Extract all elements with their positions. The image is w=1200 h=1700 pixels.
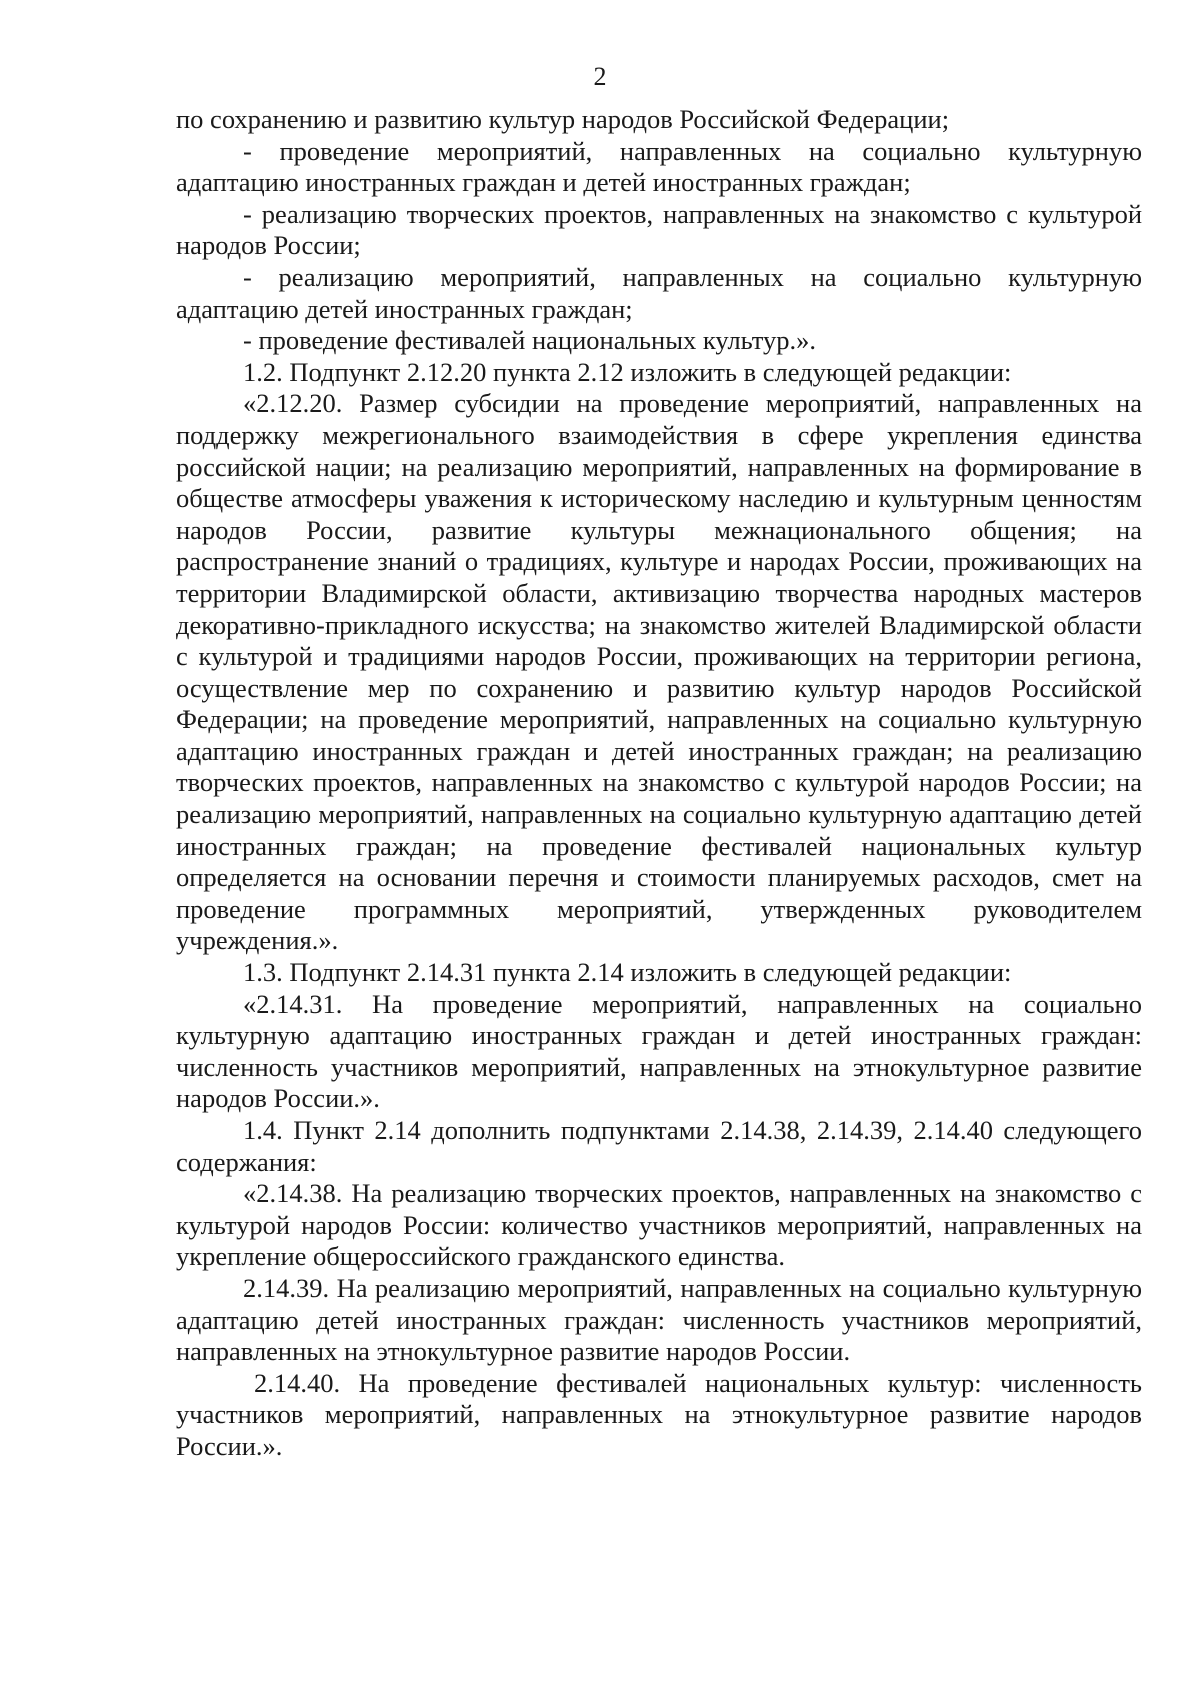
list-item-dash: - реализацию мероприятий, направленных на социально культурную адаптацию детей иностранных граждан;	[176, 261, 1142, 324]
clause-2-14-40-text: 2.14.40. На проведение фестивалей национальных культур: численность участников мероприятий, направленных на этнокультурное развитие народов России.».	[176, 1367, 1142, 1461]
clause-2-12-20-text: «2.12.20. Размер субсидии на проведение мероприятий, направленных на поддержку межрегионального взаимодействия в сфере укрепления единства российской нации; на реализацию мероприятий, направленных на формирование в обществе атмосферы уважения к историческому наследию и культурным ценностям народов России, развитие культуры межнационального общения; на распространение знаний о традициях, культуре и народах России, проживающих на территории Владимирской области, активизацию творчества народных мастеров декоративно-прикладного искусства; на знакомство жителей Владимирской области с культурой и традициями народов России, проживающих на территории региона, осуществление мер по сохранению и развитию культур народов Российской Федерации; на проведение мероприятий, направленных на социально культурную адаптацию иностранных граждан и детей иностранных граждан; на реализацию творческих проектов, направленных на знакомство с культурой народов России; на реализацию мероприятий, направленных на социально культурную адаптацию детей иностранных граждан; на проведение фестивалей национальных культур определяется на основании перечня и стоимости планируемых расходов, смет на проведение программных мероприятий, утвержденных руководителем учреждения.».	[176, 388, 1142, 956]
page-number: 2	[593, 62, 607, 91]
list-item-dash: - проведение мероприятий, направленных на социально культурную адаптацию иностранных граждан и детей иностранных граждан;	[176, 135, 1142, 198]
clause-2-14-31-text: «2.14.31. На проведение мероприятий, направленных на социально культурную адаптацию иностранных граждан и детей иностранных граждан: численность участников мероприятий, направленных на этнокультурное развитие народов России.».	[176, 988, 1142, 1114]
clause-1-4-heading: 1.4. Пункт 2.14 дополнить подпунктами 2.14.38, 2.14.39, 2.14.40 следующего содержания:	[176, 1115, 1142, 1177]
clause-1-2-heading: 1.2. Подпункт 2.12.20 пункта 2.12 изложить в следующей редакции:	[243, 356, 1012, 387]
clause-1-3-heading: 1.3. Подпункт 2.14.31 пункта 2.14 изложить в следующей редакции:	[243, 957, 1012, 988]
clause-2-14-39-text: 2.14.39. На реализацию мероприятий, направленных на социально культурную адаптацию детей иностранных граждан: численность участников мероприятий, направленных на этнокультурное развитие народов России.	[176, 1272, 1142, 1367]
clause-2-14-38-text: «2.14.38. На реализацию творческих проектов, направленных на знакомство с культурой народов России: количество участников мероприятий, направленных на укрепление общероссийского гражданского единства.	[176, 1178, 1142, 1272]
paragraph-continuation: по сохранению и развитию культур народов Российской Федерации;	[176, 104, 950, 134]
document-body	[176, 104, 1142, 1463]
list-item-dash: - проведение фестивалей национальных культур.».	[243, 325, 816, 356]
list-item-dash: - реализацию творческих проектов, направленных на знакомство с культурой народов России;	[176, 198, 1142, 261]
